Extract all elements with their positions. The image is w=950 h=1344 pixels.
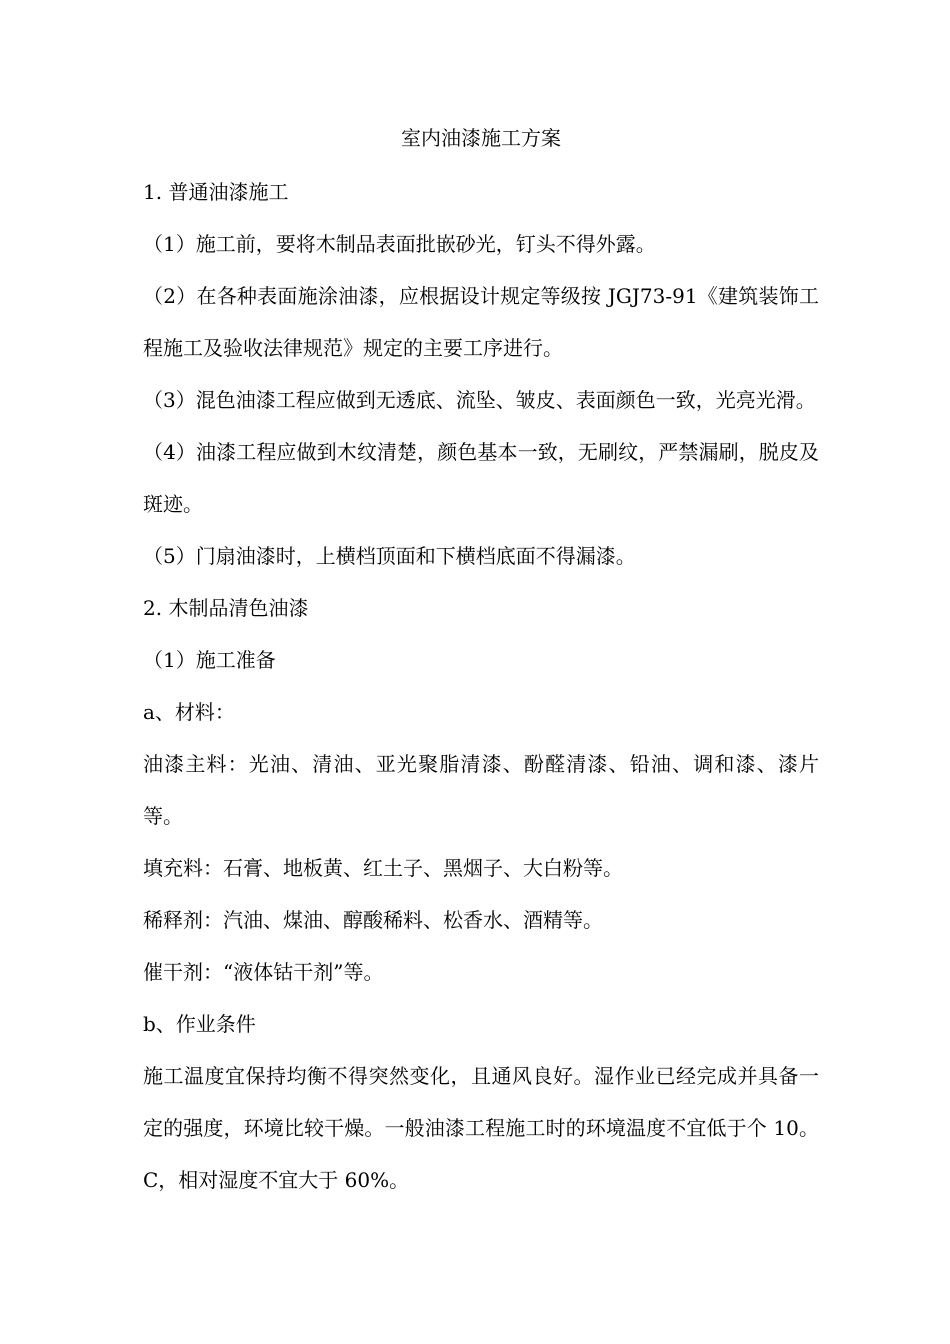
section-heading-2: 2. 木制品清色油漆 [143,596,309,620]
paragraph-1-1: （1）施工前，要将木制品表面批嵌砂光，钉头不得外露。 [143,232,656,256]
paragraph-main-materials: 油漆主料：光油、清油、亚光聚脂清漆、酚醛清漆、铅油、调和漆、漆片等。 [143,752,819,828]
paragraph-thinners: 稀释剂：汽油、煤油、醇酸稀料、松香水、酒精等。 [143,908,603,932]
paragraph-1-3: （3）混色油漆工程应做到无透底、流坠、皱皮、表面颜色一致，光亮光滑。 [143,388,816,412]
paragraph-fillers: 填充料：石膏、地板黄、红土子、黑烟子、大白粉等。 [143,856,623,880]
paragraph-1-2: （2）在各种表面施涂油漆，应根据设计规定等级按 JGJ73-91《建筑装饰工程施工及验收法律规范》规定的主要工序进行。 [143,284,819,360]
paragraph-conditions: 施工温度宜保持均衡不得突然变化，且通风良好。湿作业已经完成并具备一定的强度，环境比较干燥。一般油漆工程施工时的环境温度不宜低于个 10。C，相对湿度不宜大于 60%。 [143,1064,819,1192]
paragraph-1-4: （4）油漆工程应做到木纹清楚，颜色基本一致，无刷纹，严禁漏刷，脱皮及斑迹。 [143,440,819,516]
document-body [143,122,819,1206]
paragraph-driers: 催干剂：“液体钴干剂”等。 [143,960,384,984]
section-heading-1: 1. 普通油漆施工 [143,180,289,204]
item-heading-conditions: b、作业条件 [143,1012,256,1036]
paragraph-1-5: （5）门扇油漆时，上横档顶面和下横档底面不得漏漆。 [143,544,636,568]
item-heading-materials: a、材料： [143,700,235,724]
subsection-heading-2-1: （1）施工准备 [143,648,276,672]
document-title: 室内油漆施工方案 [401,126,561,150]
